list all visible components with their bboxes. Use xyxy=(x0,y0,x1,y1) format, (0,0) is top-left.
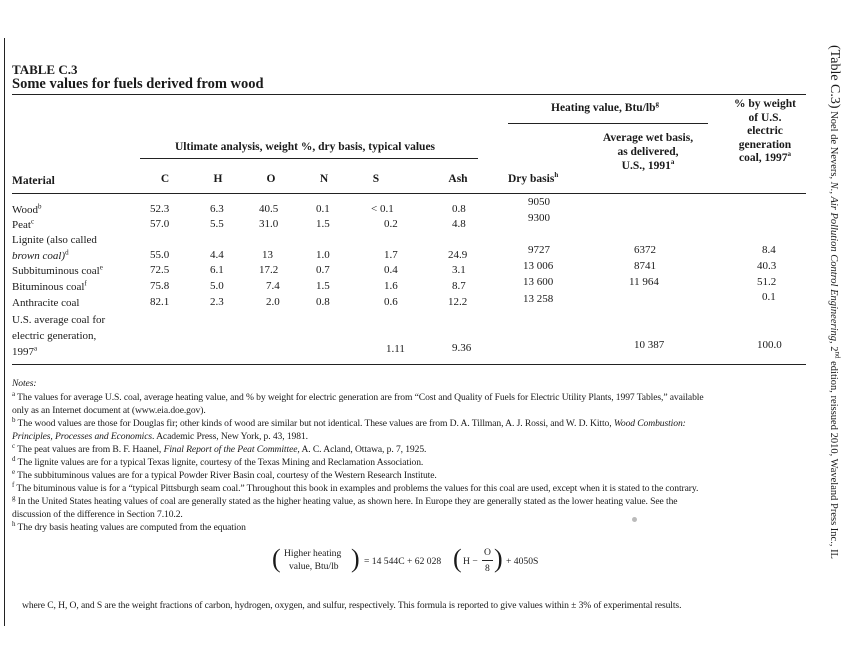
header-c: C xyxy=(160,173,170,185)
table-cell: 13 006 xyxy=(523,260,554,272)
table-cell: 1.0 xyxy=(316,249,330,261)
header-o: O xyxy=(266,173,276,185)
table-cell: 1.7 xyxy=(384,249,398,261)
note-h: $^h$ The dry basis heating values are computed from the equation xyxy=(12,519,246,533)
equation-lhs-line2: value, Btu/lb xyxy=(289,561,339,572)
header-heating-value: Heating value, Btu/$lb^g$ xyxy=(551,100,659,114)
table-cell: 55.0 xyxy=(150,249,170,261)
equation-h-term: H − xyxy=(463,556,478,567)
table-cell: 1.5 xyxy=(316,280,330,292)
table-cell: 9.36 xyxy=(452,342,472,354)
scan-speck xyxy=(632,517,637,522)
note-g-cont: discussion of the difference in Section 7.10.2. xyxy=(12,509,183,520)
table-cell: 10 387 xyxy=(634,339,665,351)
table-cell: 5.5 xyxy=(210,218,224,230)
header-pct-by-weight: % by weight of U.S. electric generation coal, 1997$^a$ xyxy=(734,98,796,164)
table-cell: 11 964 xyxy=(629,276,659,288)
table-row-material: Anthracite coal xyxy=(12,297,80,309)
table-cell: 0.8 xyxy=(316,296,330,308)
table-cell: 31.0 xyxy=(259,218,279,230)
table-cell: 0.2 xyxy=(384,218,398,230)
table-cell: 2.3 xyxy=(210,296,224,308)
table-cell: 13 600 xyxy=(523,276,554,288)
table-cell: 1.5 xyxy=(316,218,330,230)
table-cell: 0.1 xyxy=(316,203,330,215)
note-f: $^f$ The bituminous value is for a “typical Pittsburgh seam coal.” Throughout this book in examples and problems the values for this coal are used, except when it is stated to the contrary. xyxy=(12,480,699,494)
equation-paren-right: ) xyxy=(351,544,360,573)
rule-heating-span xyxy=(508,123,708,124)
table-cell: 52.3 xyxy=(150,203,170,215)
header-s: S xyxy=(372,173,380,185)
rule-top xyxy=(12,94,806,95)
table-row-material: U.S. average coal for xyxy=(12,314,106,326)
table-cell: 8.7 xyxy=(452,280,466,292)
note-g: $^g$ In the United States heating values of coal are generally stated as the higher heating value, as shown here. In Europe they are generally stated as the lower heating value. See the xyxy=(12,493,678,507)
table-cell: 13 258 xyxy=(523,293,554,305)
closing-sentence: where C, H, O, and S are the weight fractions of carbon, hydrogen, oxygen, and sulfur, respectively. This formula is reported to give values within ± 3% of experimental results. xyxy=(22,600,682,611)
table-cell: 13 xyxy=(262,249,273,261)
table-cell: 72.5 xyxy=(150,264,170,276)
note-d: $^d$ The lignite values are for a typical Texas lignite, courtesy of the Texas Mining and Reclamation Association. xyxy=(12,454,424,468)
note-c: $^c$ The peat values are from B. F. Haanel, Final Report of the Peat Committee, A. C. Acland, Ottawa, p. 7, 1925. xyxy=(12,441,427,455)
table-row-material: Wood$^b$ xyxy=(12,202,42,216)
equation-middle: = 14 544C + 62 028 xyxy=(364,556,442,567)
rule-header-bottom xyxy=(12,193,806,194)
table-cell: 40.3 xyxy=(757,260,777,272)
table-cell: 0.1 xyxy=(762,291,776,303)
equation-tail: + 4050S xyxy=(506,556,539,567)
table-cell: 9300 xyxy=(528,212,550,224)
table-cell: 1.11 xyxy=(386,343,405,355)
note-a: $^a$ The values for average U.S. coal, average heating value, and % by weight for electric generation are from “Cost and Quality of Fuels for Electric Utility Plants, 1997 Tables,” available xyxy=(12,389,704,403)
table-row-material: Peat$^c$ xyxy=(12,217,35,231)
equation-paren-left: ( xyxy=(272,544,281,573)
equation-fraction-bar xyxy=(482,560,493,561)
table-cell: 6372 xyxy=(634,244,656,256)
header-ultimate-analysis: Ultimate analysis, weight %, dry basis, typical values xyxy=(175,141,436,153)
equation-8-denominator: 8 xyxy=(485,563,490,574)
side-citation: (Table C.3) Noel de Nevers, N., Air Pollution Control Engineering, 2nd edition, reissued 2010, Waveland Press Inc., IL xyxy=(827,45,842,559)
equation-paren-left-2: ( xyxy=(453,544,462,573)
table-cell: 6.1 xyxy=(210,264,224,276)
table-cell: 75.8 xyxy=(150,280,170,292)
table-title: Some values for fuels derived from wood xyxy=(12,76,264,92)
table-row-material: Bituminous coal$^f$ xyxy=(12,279,87,293)
note-a-cont: only as an Internet document at (www.eia.doe.gov). xyxy=(12,405,206,416)
table-cell: 82.1 xyxy=(150,296,170,308)
table-cell: 0.4 xyxy=(384,264,398,276)
table-cell: 12.2 xyxy=(448,296,468,308)
table-cell: 3.1 xyxy=(452,264,466,276)
header-h: H xyxy=(213,173,223,185)
header-dry-basis: Dry basis$^h$ xyxy=(508,171,559,185)
table-cell: 2.0 xyxy=(266,296,280,308)
note-b: $^b$ The wood values are those for Douglas fir; other kinds of wood are similar but not identical. These values are from D. A. Tillman, A. J. Rossi, and W. D. Kitto, Wood Combustion: xyxy=(12,415,686,429)
table-cell: 7.4 xyxy=(266,280,280,292)
table-cell: 8741 xyxy=(634,260,656,272)
equation-o-numerator: O xyxy=(484,547,491,558)
page-edge-line xyxy=(4,38,5,626)
rule-ultimate-span xyxy=(140,158,478,159)
table-row-material: electric generation, xyxy=(12,330,97,342)
table-cell: 51.2 xyxy=(757,276,777,288)
table-cell: < 0.1 xyxy=(371,203,394,215)
table-row-material: Subbituminous coal$^e$ xyxy=(12,263,103,277)
notes-heading: Notes: xyxy=(12,378,37,389)
table-cell: 0.6 xyxy=(384,296,398,308)
table-cell: 5.0 xyxy=(210,280,224,292)
table-cell: 4.4 xyxy=(210,249,224,261)
table-label: TABLE C.3 xyxy=(12,62,78,77)
table-cell: 6.3 xyxy=(210,203,224,215)
equation-lhs-line1: Higher heating xyxy=(284,548,342,559)
header-ash: Ash xyxy=(448,173,468,185)
header-n: N xyxy=(319,173,329,185)
table-cell: 0.8 xyxy=(452,203,466,215)
table-row-material: brown coal)$^d$ xyxy=(12,248,69,262)
table-cell: 0.7 xyxy=(316,264,330,276)
table-cell: 17.2 xyxy=(259,264,279,276)
table-cell: 9727 xyxy=(528,244,550,256)
table-cell: 57.0 xyxy=(150,218,170,230)
table-row-material: 1997$^a$ xyxy=(12,344,38,358)
note-e: $^e$ The subbituminous values are for a typical Powder River Basin coal, courtesy of the Western Research Institute. xyxy=(12,467,437,481)
table-row-material: Lignite (also called xyxy=(12,234,97,246)
table-cell: 4.8 xyxy=(452,218,466,230)
table-cell: 24.9 xyxy=(448,249,468,261)
note-b-cont: Principles, Processes and Economics. Academic Press, New York, p. 43, 1981. xyxy=(12,431,308,442)
table-cell: 9050 xyxy=(528,196,550,208)
equation-paren-right-2: ) xyxy=(494,544,503,573)
table-cell: 40.5 xyxy=(259,203,279,215)
table-cell: 1.6 xyxy=(384,280,398,292)
rule-table-bottom xyxy=(12,364,806,365)
header-material: Material xyxy=(12,175,55,187)
table-cell: 8.4 xyxy=(762,244,776,256)
table-cell: 100.0 xyxy=(757,339,782,351)
header-average-wet-basis: Average wet basis, as delivered, U.S., 1991$^a$ xyxy=(602,132,694,172)
